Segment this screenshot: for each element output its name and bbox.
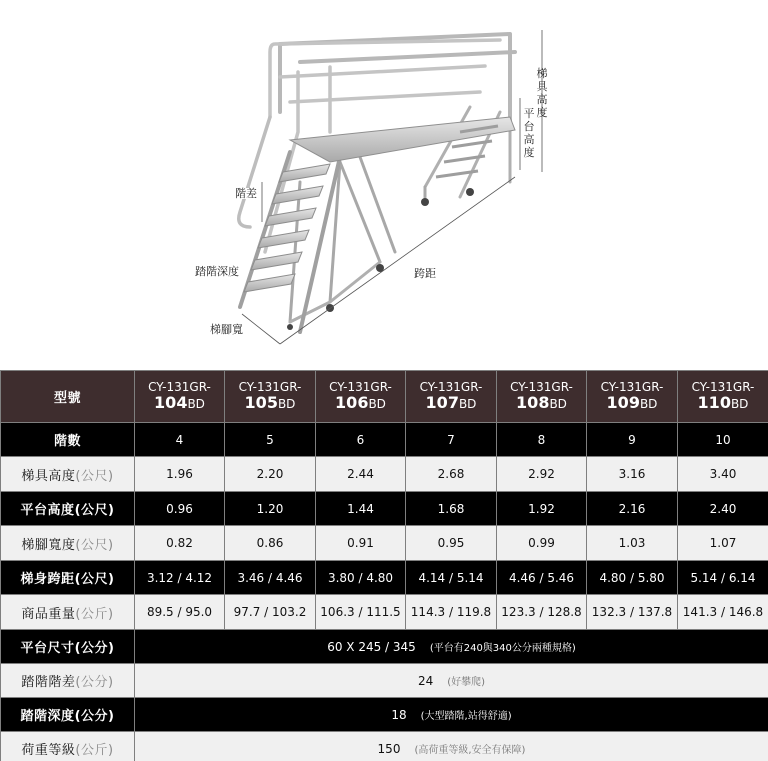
model-cell: CY-131GR- 109BD bbox=[587, 371, 678, 423]
value-cell: 2.20 bbox=[225, 457, 316, 492]
value-cell: 1.03 bbox=[587, 526, 678, 561]
value-cell: 9 bbox=[587, 423, 678, 457]
value-cell: 7 bbox=[406, 423, 497, 457]
value-cell: 4.14 / 5.14 bbox=[406, 561, 497, 595]
model-cell: CY-131GR- 104BD bbox=[135, 371, 225, 423]
value-cell: 2.68 bbox=[406, 457, 497, 492]
value-cell: 4.46 / 5.46 bbox=[497, 561, 587, 595]
value-cell: 10 bbox=[678, 423, 768, 457]
table-row bbox=[1, 457, 768, 492]
table-row bbox=[1, 698, 768, 732]
value-cell: 3.40 bbox=[678, 457, 768, 492]
value-cell: 141.3 / 146.8 bbox=[678, 595, 768, 630]
value-cell: 106.3 / 111.5 bbox=[316, 595, 406, 630]
value-cell: 1.68 bbox=[406, 492, 497, 526]
value-cell: 1.20 bbox=[225, 492, 316, 526]
value-cell: 132.3 / 137.8 bbox=[587, 595, 678, 630]
row-label: 階數 bbox=[1, 423, 135, 457]
row-label: 平台高度(公尺) bbox=[1, 492, 135, 526]
base-width-label: 梯腳寬 bbox=[210, 323, 243, 336]
row-label: 踏階階差(公分) bbox=[1, 664, 135, 698]
ladder-diagram bbox=[180, 22, 548, 357]
row-label: 梯具高度(公尺) bbox=[1, 457, 135, 492]
model-header-row bbox=[1, 371, 768, 423]
table-row bbox=[1, 732, 768, 761]
value-cell: 1.44 bbox=[316, 492, 406, 526]
value-cell: 4.80 / 5.80 bbox=[587, 561, 678, 595]
row-label: 荷重等級(公斤) bbox=[1, 732, 135, 761]
merged-value-cell: 18 (大型踏階,站得舒適) bbox=[135, 698, 768, 732]
model-cell: CY-131GR- 108BD bbox=[497, 371, 587, 423]
value-cell: 1.92 bbox=[497, 492, 587, 526]
value-cell: 1.07 bbox=[678, 526, 768, 561]
value-cell: 0.91 bbox=[316, 526, 406, 561]
row-label: 商品重量(公斤) bbox=[1, 595, 135, 630]
value-cell: 0.82 bbox=[135, 526, 225, 561]
row-label: 梯腳寬度(公尺) bbox=[1, 526, 135, 561]
table-row bbox=[1, 595, 768, 630]
value-cell: 2.44 bbox=[316, 457, 406, 492]
table-row bbox=[1, 561, 768, 595]
value-cell: 3.80 / 4.80 bbox=[316, 561, 406, 595]
value-cell: 0.99 bbox=[497, 526, 587, 561]
model-header-label: 型號 bbox=[1, 371, 135, 423]
value-cell: 0.86 bbox=[225, 526, 316, 561]
value-cell: 5.14 / 6.14 bbox=[678, 561, 768, 595]
model-cell: CY-131GR- 107BD bbox=[406, 371, 497, 423]
value-cell: 3.46 / 4.46 bbox=[225, 561, 316, 595]
value-cell: 114.3 / 119.8 bbox=[406, 595, 497, 630]
table-row bbox=[1, 492, 768, 526]
value-cell: 2.40 bbox=[678, 492, 768, 526]
value-cell: 1.96 bbox=[135, 457, 225, 492]
model-cell: CY-131GR- 105BD bbox=[225, 371, 316, 423]
row-label: 踏階深度(公分) bbox=[1, 698, 135, 732]
value-cell: 6 bbox=[316, 423, 406, 457]
merged-value-cell: 150 (高荷重等級,安全有保障) bbox=[135, 732, 768, 761]
row-label: 梯身跨距(公尺) bbox=[1, 561, 135, 595]
tread-depth-label: 踏階深度 bbox=[195, 265, 239, 278]
value-cell: 5 bbox=[225, 423, 316, 457]
value-cell: 3.16 bbox=[587, 457, 678, 492]
table-row bbox=[1, 664, 768, 698]
value-cell: 89.5 / 95.0 bbox=[135, 595, 225, 630]
ladder-height-label: 梯具高度 bbox=[536, 67, 548, 119]
value-cell: 8 bbox=[497, 423, 587, 457]
row-label: 平台尺寸(公分) bbox=[1, 630, 135, 664]
value-cell: 3.12 / 4.12 bbox=[135, 561, 225, 595]
value-cell: 123.3 / 128.8 bbox=[497, 595, 587, 630]
table-row bbox=[1, 423, 768, 457]
span-label: 跨距 bbox=[414, 267, 436, 280]
value-cell: 2.16 bbox=[587, 492, 678, 526]
table-row bbox=[1, 526, 768, 561]
spec-table bbox=[0, 370, 768, 761]
platform-height-label: 平台高度 bbox=[523, 107, 535, 159]
step-rise-label: 階差 bbox=[235, 187, 257, 200]
model-cell: CY-131GR- 106BD bbox=[316, 371, 406, 423]
value-cell: 0.96 bbox=[135, 492, 225, 526]
table-row bbox=[1, 630, 768, 664]
value-cell: 97.7 / 103.2 bbox=[225, 595, 316, 630]
value-cell: 0.95 bbox=[406, 526, 497, 561]
value-cell: 4 bbox=[135, 423, 225, 457]
value-cell: 2.92 bbox=[497, 457, 587, 492]
merged-value-cell: 60 X 245 / 345 (平台有240與340公分兩種規格) bbox=[135, 630, 768, 664]
model-cell: CY-131GR- 110BD bbox=[678, 371, 768, 423]
merged-value-cell: 24 (好攀爬) bbox=[135, 664, 768, 698]
